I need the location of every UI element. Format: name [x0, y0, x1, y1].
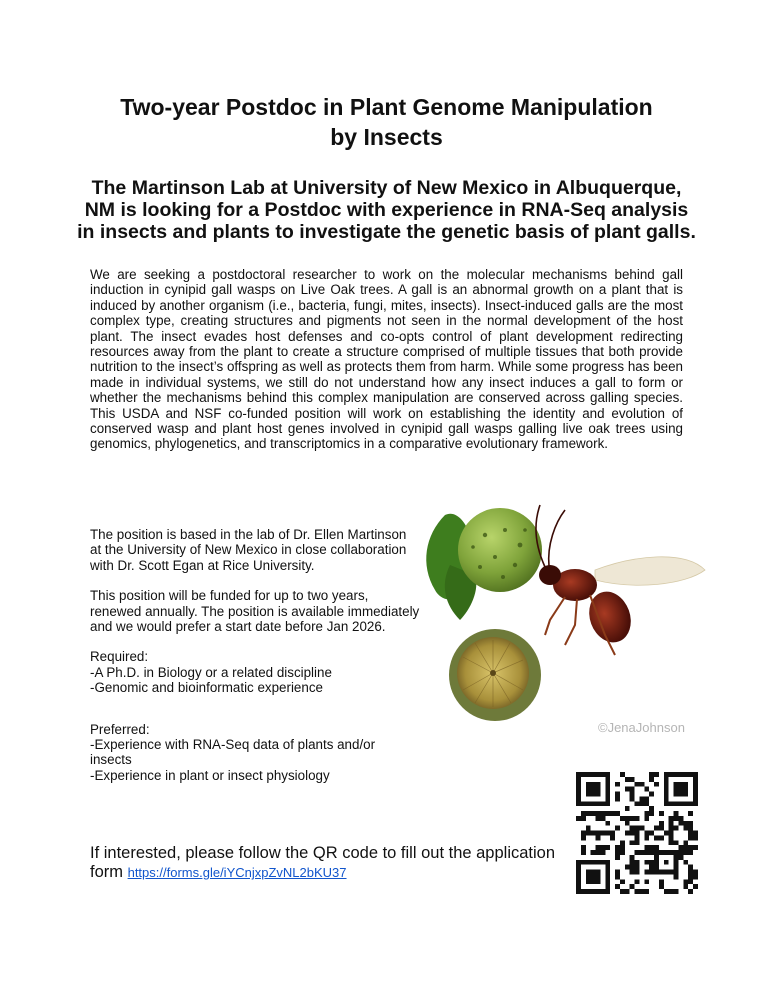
- page-subtitle: [60, 177, 713, 243]
- location-paragraph: The position is based in the lab of Dr. Ellen Martinson at the University of New Mexico in close collaboration with Dr. Scott Egan at Rice University.: [90, 527, 407, 573]
- preferred-list: [90, 722, 420, 784]
- application-form-link[interactable]: https://forms.gle/iYCnjxpZvNL2bKU37: [127, 865, 347, 880]
- cta-text: [90, 844, 560, 882]
- preferred-item: -Experience in plant or insect physiology: [90, 767, 330, 783]
- subtitle-line-1: The Martinson Lab at University of New Mexico in Albuquerque,: [91, 177, 682, 199]
- preferred-heading: Preferred:: [90, 721, 150, 737]
- title-line-2: by Insects: [330, 124, 443, 150]
- photo-credit: ©JenaJohnson: [598, 720, 685, 735]
- page-title: [60, 92, 713, 152]
- larval-chamber: [490, 670, 496, 676]
- wasp-antenna: [549, 510, 565, 566]
- title-line-1: Two-year Postdoc in Plant Genome Manipulation: [120, 94, 653, 120]
- required-item: -A Ph.D. in Biology or a related discipline: [90, 664, 332, 680]
- gall-wasp-illustration: [415, 495, 715, 725]
- wasp-head: [539, 565, 561, 585]
- subtitle-line-2: NM is looking for a Postdoc with experience in RNA-Seq analysis: [84, 199, 689, 221]
- subtitle-line-3: in insects and plants to investigate the genetic basis of plant galls.: [77, 221, 696, 243]
- details-column: [90, 527, 420, 783]
- funding-paragraph: This position will be funded for up to two years, renewed annually. The position is available immediately and we would prefer a start date before Jan 2026.: [90, 588, 420, 635]
- wasp-wing: [595, 557, 705, 585]
- required-list: [90, 649, 420, 695]
- cta-message: If interested, please follow the QR code to fill out the application form: [90, 844, 556, 881]
- qr-code-icon[interactable]: [576, 772, 698, 894]
- description-paragraph: We are seeking a postdoctoral researcher to work on the molecular mechanisms behind gall induction in cynipid gall wasps on Live Oak trees. A gall is an abnormal growth on a plant that is induced by another organism (i.e., bacteria, fungi, mites, insects). Insect-induced galls are the most complex type, creating structures and pigments not seen in the normal development of the host plant. The insect evades host defenses and co-opts control of plant development redirecting resources away from the plant to create a structure comprised of multiple tissues that both provide nutrition to the insect’s offspring as well as protects them from harm. While some progress has been made in individual systems, we still do not understand how any insect induces a gall to form or whether the mechanisms behind this complex manipulation are conserved across galling species. This USDA and NSF co-funded position will work on establishing the identity and evolution of conserved wasp and plant host genes involved in cynipid gall wasps galling live oak trees using genomics, phylogenetics, and transcriptomics in a comparative evolutionary framework.: [90, 267, 683, 452]
- required-item: -Genomic and bioinformatic experience: [90, 680, 323, 696]
- required-heading: Required:: [90, 649, 149, 665]
- green-gall: [458, 508, 542, 592]
- preferred-item: -Experience with RNA-Seq data of plants and/or insects: [90, 737, 376, 768]
